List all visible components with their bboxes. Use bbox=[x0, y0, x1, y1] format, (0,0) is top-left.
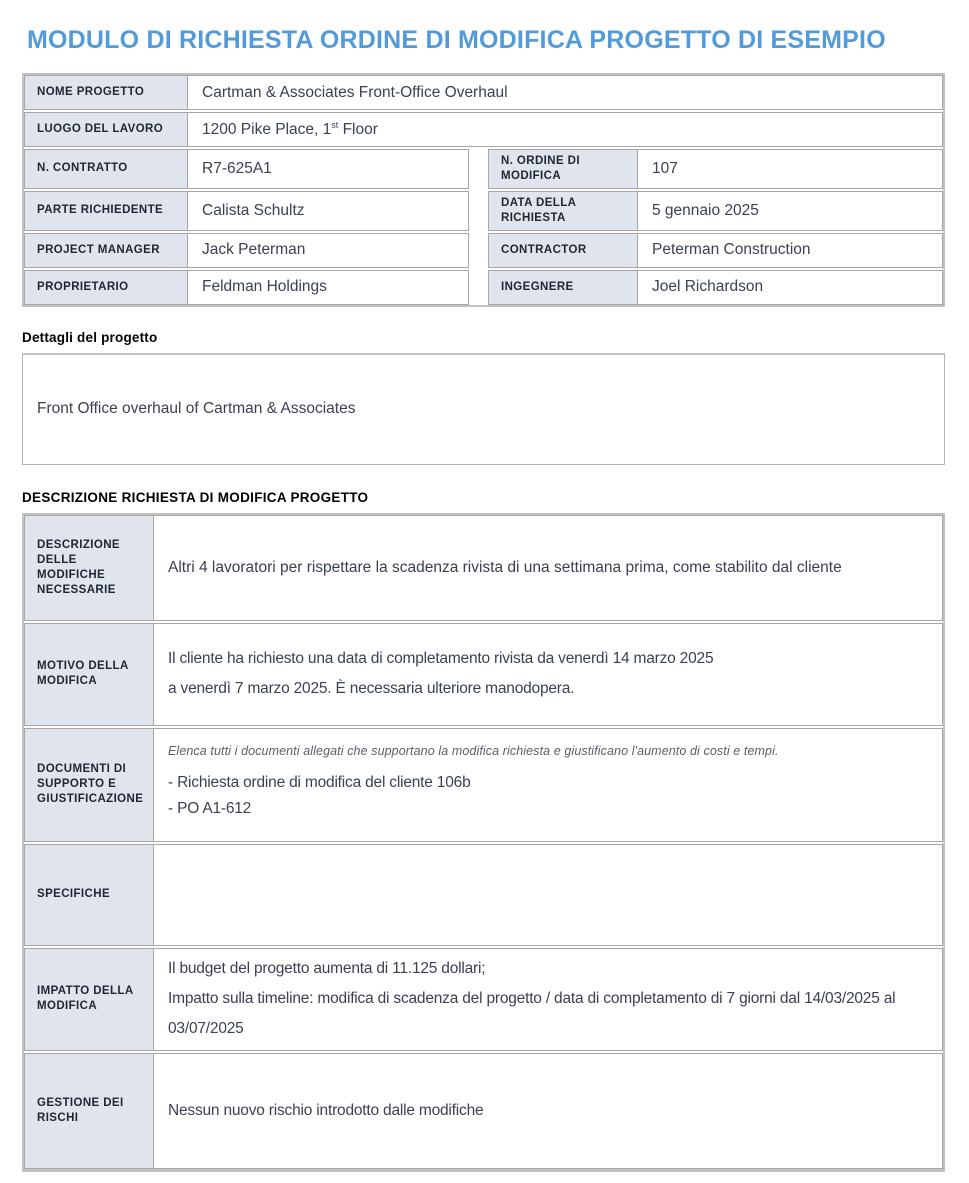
field-value-specifiche bbox=[153, 844, 943, 946]
risk-text: Nessun nuovo rischio introdotto dalle modifiche bbox=[168, 1101, 484, 1119]
table-row bbox=[24, 270, 943, 305]
field-label-specifiche: SPECIFICHE bbox=[24, 844, 154, 946]
field-label-gestione-rischi: GESTIONE DEI RISCHI bbox=[24, 1053, 154, 1169]
field-label-nome-progetto: NOME PROGETTO bbox=[24, 75, 188, 110]
field-value-contratto: R7-625A1 bbox=[187, 149, 469, 189]
field-label-project-manager: PROJECT MANAGER bbox=[24, 233, 188, 268]
column-gap bbox=[469, 270, 488, 305]
table-row bbox=[24, 948, 943, 1051]
address-text-tail: Floor bbox=[338, 120, 378, 138]
project-info-table bbox=[22, 73, 945, 307]
page-title: MODULO DI RICHIESTA ORDINE DI MODIFICA PROGETTO DI ESEMPIO bbox=[27, 26, 886, 54]
field-value-nome-progetto: Cartman & Associates Front-Office Overhaul bbox=[187, 75, 943, 110]
field-value-descrizione-modifiche bbox=[153, 515, 943, 621]
table-row bbox=[24, 233, 943, 268]
field-label-documenti-supporto: DOCUMENTI DI SUPPORTO E GIUSTIFICAZIONE bbox=[24, 728, 154, 842]
field-value-ordine-modifica: 107 bbox=[637, 149, 943, 189]
project-details-box bbox=[22, 353, 945, 465]
field-label-luogo-lavoro: LUOGO DEL LAVORO bbox=[24, 112, 188, 147]
field-label-ordine-modifica: N. ORDINE DI MODIFICA bbox=[488, 149, 638, 189]
table-row bbox=[24, 191, 943, 231]
table-row bbox=[24, 623, 943, 726]
field-value-gestione-rischi bbox=[153, 1053, 943, 1169]
field-label-contractor: CONTRACTOR bbox=[488, 233, 638, 268]
impact-line: Il budget del progetto aumenta di 11.125 dollari; bbox=[168, 960, 486, 978]
table-row bbox=[24, 844, 943, 946]
table-row bbox=[24, 1053, 943, 1169]
field-label-impatto-modifica: IMPATTO DELLA MODIFICA bbox=[24, 948, 154, 1051]
field-value-contractor: Peterman Construction bbox=[637, 233, 943, 268]
field-value-documenti-supporto bbox=[153, 728, 943, 842]
table-row bbox=[24, 112, 943, 147]
field-value-data-richiesta: 5 gennaio 2025 bbox=[637, 191, 943, 231]
field-value-ingegnere: Joel Richardson bbox=[637, 270, 943, 305]
field-label-ingegnere: INGEGNERE bbox=[488, 270, 638, 305]
table-row bbox=[24, 75, 943, 110]
field-value-luogo-lavoro bbox=[187, 112, 943, 147]
table-row bbox=[24, 728, 943, 842]
supporting-document-item: - PO A1-612 bbox=[168, 800, 252, 818]
column-gap bbox=[469, 191, 488, 231]
field-value-project-manager: Jack Peterman bbox=[187, 233, 469, 268]
description-text: Altri 4 lavoratori per rispettare la scadenza rivista di una settimana prima, come stabilito dal cliente bbox=[168, 558, 842, 576]
field-value-proprietario: Feldman Holdings bbox=[187, 270, 469, 305]
address-text: 1200 Pike Place, 1 bbox=[202, 120, 332, 138]
reason-line: Il cliente ha richiesto una data di completamento rivista da venerdì 14 marzo 2025 bbox=[168, 650, 714, 668]
table-row bbox=[24, 515, 943, 621]
field-value-motivo-modifica bbox=[153, 623, 943, 726]
field-label-motivo-modifica: MOTIVO DELLA MODIFICA bbox=[24, 623, 154, 726]
field-label-parte-richiedente: PARTE RICHIEDENTE bbox=[24, 191, 188, 231]
change-request-heading: DESCRIZIONE RICHIESTA DI MODIFICA PROGETTO bbox=[22, 489, 369, 505]
instruction-text: Elenca tutti i documenti allegati che supportano la modifica richiesta e giustificano l'aumento di costi e tempi. bbox=[168, 743, 779, 758]
column-gap bbox=[469, 233, 488, 268]
field-label-data-richiesta: DATA DELLA RICHIESTA bbox=[488, 191, 638, 231]
change-request-table bbox=[22, 513, 945, 1172]
details-heading: Dettagli del progetto bbox=[22, 329, 158, 345]
field-value-impatto-modifica bbox=[153, 948, 943, 1051]
reason-line: a venerdì 7 marzo 2025. È necessaria ulteriore manodopera. bbox=[168, 680, 575, 698]
field-label-proprietario: PROPRIETARIO bbox=[24, 270, 188, 305]
column-gap bbox=[469, 149, 488, 189]
ordinal-suffix: st bbox=[331, 119, 339, 130]
impact-line: Impatto sulla timeline: modifica di scadenza del progetto / data di completamento di 7 giorni dal 14/03/2025 al 03/07/2025 bbox=[168, 990, 896, 1038]
field-label-contratto: N. CONTRATTO bbox=[24, 149, 188, 189]
field-label-descrizione-modifiche: DESCRIZIONE DELLE MODIFICHE NECESSARIE bbox=[24, 515, 154, 621]
field-value-parte-richiedente: Calista Schultz bbox=[187, 191, 469, 231]
project-details-text: Front Office overhaul of Cartman & Associates bbox=[37, 400, 356, 418]
supporting-document-item: - Richiesta ordine di modifica del cliente 106b bbox=[168, 774, 471, 792]
table-row bbox=[24, 149, 943, 189]
